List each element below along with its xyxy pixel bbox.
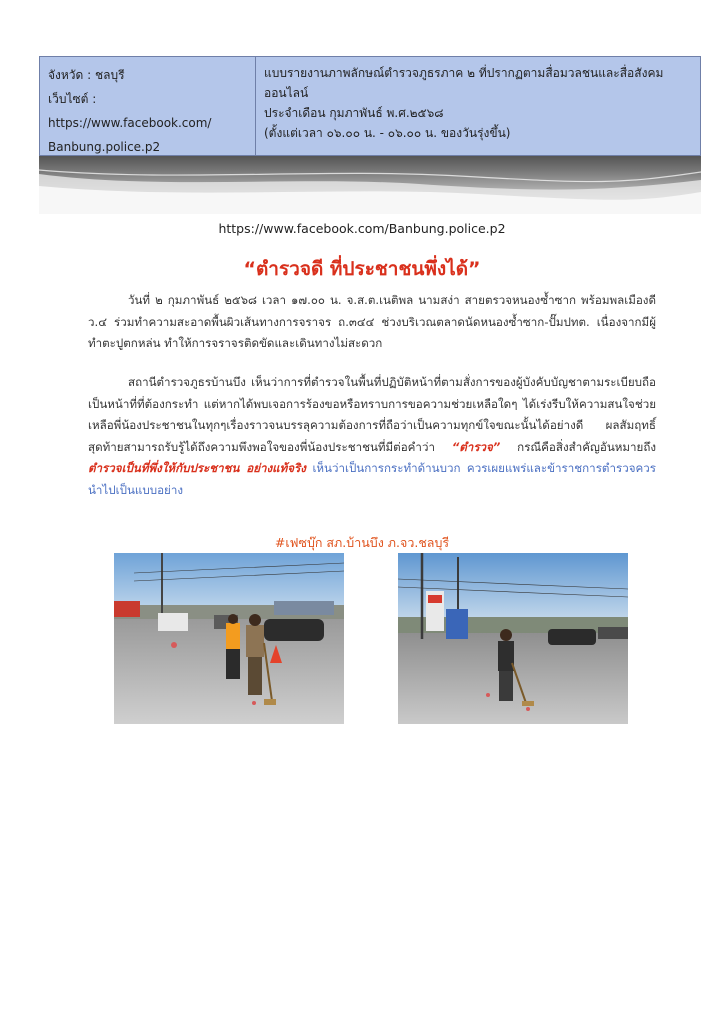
wave-graphic — [39, 156, 701, 214]
photo-road-cleaning-1 — [114, 553, 344, 724]
paragraph-2-text-b: กรณีคือสิ่งสำคัญอันหมายถึง — [517, 439, 657, 454]
facebook-hashtag[interactable]: #เฟซบุ๊ก สภ.บ้านบึง ภ.จว.ชลบุรี — [274, 535, 450, 550]
quote-police: “ตำรวจ” — [451, 439, 501, 454]
report-title-line3: (ตั้งแต่เวลา ๐๖.๐๐ น. - ๐๖.๐๐ น. ของวันรุ่งขึ้น) — [264, 126, 511, 140]
decorative-wave-band — [39, 156, 701, 214]
paragraph-1 — [88, 290, 656, 355]
photo-road-cleaning-2 — [398, 553, 628, 724]
article-title: “ตำรวจดี ที่ประชาชนพึ่งได้” — [243, 258, 481, 280]
paragraph-2-text-c: เห็นว่าเป็นการกระทำด้านบวก ควรเผยแพร่และข้าราชการตำรวจควรนำไปเป็นแบบอย่าง — [88, 461, 656, 497]
province-label: จังหวัด : ชลบุรี — [48, 68, 125, 82]
website-continuation: Banbung.police.p2 — [48, 140, 161, 154]
report-title-line1: แบบรายงานภาพลักษณ์ตำรวจภูธรภาค ๒ ที่ปรากฏตามสื่อมวลชนและสื่อสังคมออนไลน์ — [264, 66, 664, 100]
report-title-line2: ประจำเดือน กุมภาพันธ์ พ.ศ.๒๕๖๘ — [264, 106, 444, 120]
website-label: เว็บไซต์ : https://www.facebook.com/ — [48, 92, 212, 130]
header-right-cell — [256, 57, 700, 155]
emphasis-text: ตำรวจเป็นที่พึ่งให้กับประชาชน อย่างแท้จริง — [88, 461, 306, 475]
facebook-url[interactable]: https://www.facebook.com/Banbung.police.p2 — [218, 221, 506, 236]
paragraph-2 — [88, 372, 656, 501]
paragraph-1-text: วันที่ ๒ กุมภาพันธ์ ๒๕๖๘ เวลา ๑๗.๐๐ น. จ.ส.ต.เนติพล นามสง่า สายตรวจหนองซ้ำซาก พร้อมพลเมืองดี ว.๔ ร่วมทำความสะอาดพื้นผิวเส้นทางการจราจร ถ.๓๔๔ ช่วงบริเวณตลาดนัดหนองซ้ำซาก-ปั๊มปทต. เนื่องจากมีผู้ทำตะปูตกหล่น ทำให้การจราจรติดขัดและเดินทางไม่สะดวก — [88, 293, 656, 350]
paragraph-2-text-a: สถานีตำรวจภูธรบ้านบึง เห็นว่าการที่ตำรวจในพื้นที่ปฏิบัติหน้าที่ตามสั่งการของผู้บังคับบัญชาตามระเบียบถือเป็นหน้าที่ที่ต้องกระทำ แต่หากได้พบเจอการร้องขอหรือทราบการขอความช่วยเหลือใดๆ ได้เร่งรีบให้ความสนใจช่วยเหลือพี่น้องประชาชนในทุกๆเรื่องราวจนบรรลุความต้องการที่ถือว่าเป็นความทุกข์ใจขณะนั้นได้อย่างดี ผลสัมฤทธิ์สุดท้ายสามารถรับรู้ได้ถึงความพึงพอใจของพี่น้องประชาชนที่มีต่อคำว่า — [88, 375, 656, 454]
header-left-cell — [40, 57, 256, 155]
report-header-table — [39, 56, 701, 156]
